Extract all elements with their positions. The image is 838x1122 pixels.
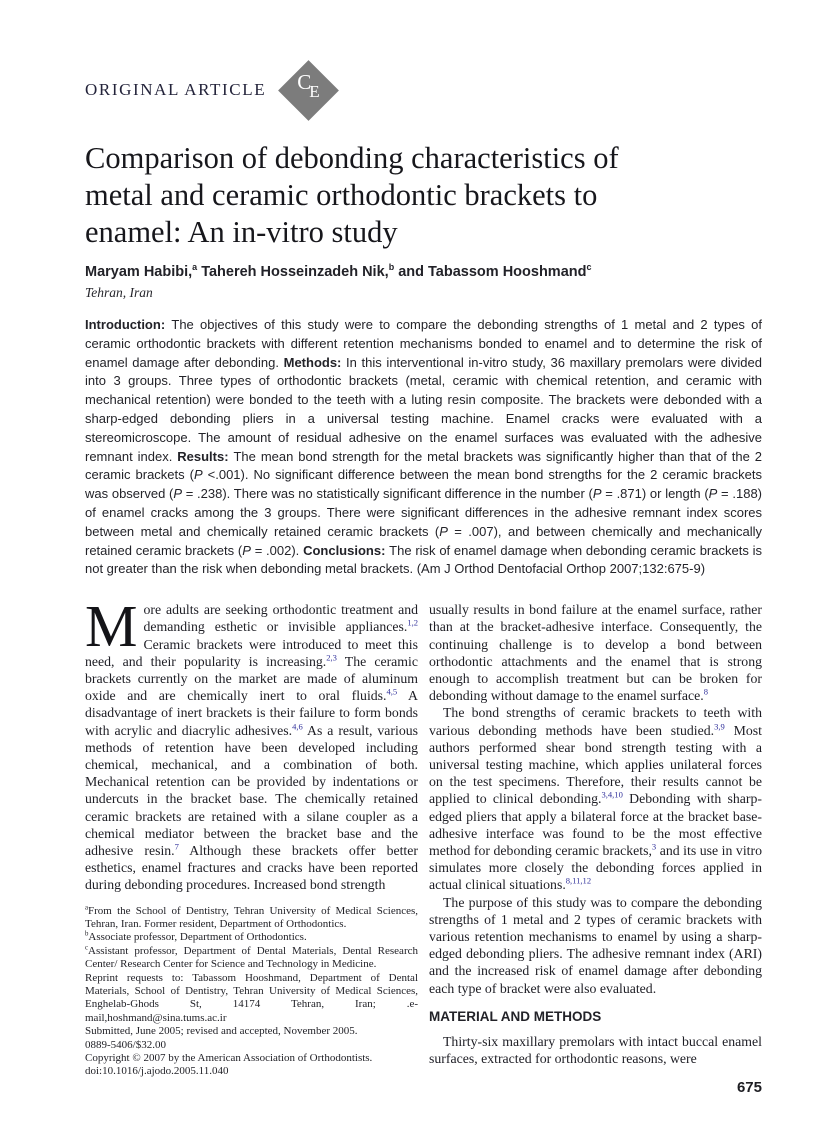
body-paragraph-4: Thirty-six maxillary premolars with intact buccal enamel surfaces, extracted for orthodontic reasons, were xyxy=(429,1034,762,1067)
footnote-price-code: 0889-5406/$32.00 xyxy=(85,1038,166,1051)
section-heading-material-and-methods: MATERIAL AND METHODS xyxy=(429,1008,602,1024)
body-paragraph-3: The purpose of this study was to compare the debonding strengths of 1 metal and 2 types of ceramic brackets with various retention mechanisms to enamel by using a sharp-edged debonding pliers. The adhesive remnant index (ARI) and the increased risk of enamel damage after debonding each type of bracket were also evaluated. xyxy=(429,894,762,996)
article-header xyxy=(85,58,762,122)
abstract-text: Introduction: The objectives of this study were to compare the debonding strengths of 1 metal and 2 types of ceramic orthodontic brackets with different retention mechanisms bonded to enamel and to determine the risk of enamel damage after debonding. Methods: In this interventional in-vitro study, 36 maxillary premolars were divided into 3 groups. Three types of orthodontic brackets (metal, ceramic with chemical retention, and ceramic with mechanical retention) were bonded to the teeth with a luting resin composite. The brackets were debonded with a sharp-edged debonding pliers in a universal testing machine. Enamel cracks were evaluated with a stereomicroscope. The amount of residual adhesive on the enamel surfaces was evaluated with the adhesive remnant index. Results: The mean bond strength for the metal brackets was significantly higher than that of the 2 ceramic brackets (P <.001). No significant difference between the mean bond strengths for the 2 ceramic brackets was observed (P = .238). There was no statistically significant difference in the number (P = .871) or length (P = .188) of enamel cracks among the 3 groups. There were significant differences in the adhesive remnant index scores between metal and chemically retained ceramic brackets (P = .007), and between chemically and mechanically retained ceramic brackets (P = .002). Conclusions: The risk of enamel damage when debonding ceramic brackets is not greater than the risk when debonding metal brackets. (Am J Orthod Dentofacial Orthop 2007;132:675-9) xyxy=(85,317,763,577)
footnote-affiliation-c: $^c$Assistant professor, Department of Dental Materials, Dental Research Center/ Research Center for Science and Technology in Medicine. xyxy=(85,944,418,971)
footnote-affiliation-b: $^b$Associate professor, Department of Orthodontics. xyxy=(85,930,307,944)
badge-letter-e: E xyxy=(309,82,320,101)
body-columns xyxy=(85,593,762,1097)
right-column xyxy=(429,601,762,1096)
intro-paragraph xyxy=(85,593,418,893)
title-line-3: enamel: An in-vitro study xyxy=(85,215,398,249)
title-line-2: metal and ceramic orthodontic brackets to xyxy=(85,178,598,212)
article-title xyxy=(85,140,733,251)
footnote-copyright: Copyright © 2007 by the American Association of Orthodontists. xyxy=(85,1052,373,1065)
badge-letter-c: C xyxy=(297,70,312,94)
title-line-1: Comparison of debonding characteristics of xyxy=(85,141,619,175)
left-column xyxy=(85,593,418,1096)
footnote-submission-dates: Submitted, June 2005; revised and accepted, November 2005. xyxy=(85,1025,358,1038)
footnote-doi: doi:10.1016/j.ajodo.2005.11.040 xyxy=(85,1065,229,1078)
body-paragraph-2: The bond strengths of ceramic brackets to teeth with various debonding methods have been studied.$^{3,9}$ Most authors performed shear bond strength testing with a universal testing machine, which applies unilateral forces on the test specimens. Therefore, their results cannot be applied to clinical debonding.$^{3,4,10}$ Debonding with sharp-edged pliers that apply a bilateral force at the bracket base-adhesive interface was found to be the most effective method for debonding ceramic brackets,$^3$ and its use in vitro simulates more closely the debonding forces applied in actual clinical situations.$^{8,11,12}$ xyxy=(429,705,762,893)
dropcap-letter: M xyxy=(85,593,138,660)
author-list: Maryam Habibi,$^a$ Tahereh Hosseinzadeh Nik,$^b$ and Tabassom Hooshmand$^c$ xyxy=(85,262,592,280)
intro-paragraph-text: ore adults are seeking orthodontic treatment and demanding esthetic or invisible appliances.$^{1,2}$ Ceramic brackets were introduced to meet this need, and their popularity is increasing.$^{2,3}$ The ceramic brackets currently on the market are made of aluminum oxide and are chemically inert to oral fluids.$^{4,5}$ A disadvantage of inert brackets is their failure to form bonds with acrylic and diacrylic adhesives.$^{4,6}$ As a result, various methods of retention have been developed including chemical, mechanical, and a combination of both. Mechanical retention can be provided by indentations or undercuts in the bracket base. The chemically retained ceramic brackets are retained with a silane coupler as a chemical mediator between the bracket base and the adhesive resin.$^7$ Although these brackets offer better esthetics, enamel fractures and cracks have been reported during debonding procedures. Increased bond strength xyxy=(85,602,418,893)
author-location: Tehran, Iran xyxy=(85,285,153,300)
footnote-reprint-requests: Reprint requests to: Tabassom Hooshmand, Department of Dental Materials, School of Dentistry, Tehran University of Medical Sciences, Enghelab-Ghods St, 14174 Tehran, Iran; .e-mail,hoshmand@sina.tums.ac.ir xyxy=(85,971,418,1024)
body-paragraph-1: usually results in bond failure at the enamel surface, rather than at the bracket-adhesive interface. Consequently, the continuing challenge is to develop a bond between orthodontic attachments and the enamel that is strong enough to accomplish treatment but can be broken for debonding without damage to the enamel surface.$^8$ xyxy=(429,602,762,704)
footnotes-block xyxy=(85,905,418,1079)
footnote-affiliation-a: $^a$From the School of Dentistry, Tehran University of Medical Sciences, Tehran, Iran. Former resident, Department of Orthodontics. xyxy=(85,903,418,931)
article-type-label: ORIGINAL ARTICLE xyxy=(85,80,267,99)
page-number: 675 xyxy=(736,1079,762,1097)
continuing-education-badge-icon xyxy=(276,58,340,122)
